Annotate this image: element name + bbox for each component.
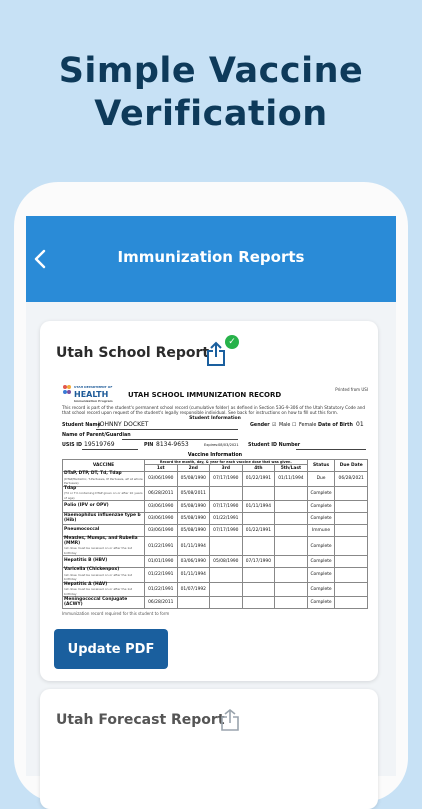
dose-date-cell xyxy=(210,486,243,501)
vaccine-name-text: Tdap xyxy=(64,485,77,491)
dose-date-cell: 05/08/2011 xyxy=(177,486,210,501)
dose-date-cell xyxy=(242,597,275,609)
forecast-share-button[interactable] xyxy=(220,708,240,732)
dose-date-cell: 05/08/1990 xyxy=(177,525,210,537)
vaccine-note: 1st dose must be received on or after the 1st birthday xyxy=(64,572,133,581)
dose-date-cell: 06/28/2011 xyxy=(145,486,178,501)
headline-line-2: Verification xyxy=(94,94,328,134)
dose-date-cell: 03/06/1990 xyxy=(145,513,178,525)
student-id-label: Student ID Number xyxy=(248,443,301,448)
table-row xyxy=(63,513,368,525)
status-cell: Immune xyxy=(307,525,335,537)
dose-date-cell xyxy=(275,525,308,537)
printed-from: Printed from USI xyxy=(335,387,368,392)
status-cell: Complete xyxy=(307,568,335,583)
dose-date-cell: 03/06/1990 xyxy=(145,525,178,537)
dose-date-cell: 03/06/1990 xyxy=(177,556,210,568)
org-line-1: UTAH DEPARTMENT OF xyxy=(74,385,113,389)
col-dose-2: 2nd xyxy=(177,465,210,472)
due-date-cell xyxy=(335,537,368,556)
dose-date-cell: 03/06/1990 xyxy=(145,472,178,487)
dose-date-cell: 01/22/1991 xyxy=(145,582,178,597)
share-icon xyxy=(220,708,240,732)
dose-date-cell xyxy=(210,597,243,609)
dose-date-cell xyxy=(242,486,275,501)
health-logo-text xyxy=(74,384,113,405)
vaccine-note: (DTaP/Pediatric, T-Pertussis, IP Pertussis, aP at whole Pertussis) xyxy=(64,476,143,485)
dose-date-cell: 05/08/1990 xyxy=(177,472,210,487)
vaccine-name-text: Pneumococcal xyxy=(64,527,100,533)
due-date-cell: 06/28/2021 xyxy=(335,472,368,487)
dose-date-cell: 01/07/1992 xyxy=(177,582,210,597)
gender-female-checkbox: ☐ xyxy=(292,423,297,428)
due-date-cell xyxy=(335,525,368,537)
dose-date-cell xyxy=(275,556,308,568)
col-dose-3: 3rd xyxy=(210,465,243,472)
vaccine-note: 1st dose must be received on or after the 1st birthday xyxy=(64,587,133,596)
usis-value: 19519769 xyxy=(84,441,115,448)
dose-date-cell: 07/17/1990 xyxy=(210,472,243,487)
due-date-cell xyxy=(335,486,368,501)
headline xyxy=(0,50,422,136)
vaccine-name xyxy=(63,525,145,537)
dose-date-cell xyxy=(210,537,243,556)
dose-date-cell xyxy=(210,582,243,597)
parent-row xyxy=(60,431,370,441)
dose-date-cell xyxy=(275,486,308,501)
dose-date-cell xyxy=(275,513,308,525)
vaccine-section-label: Vaccine Information xyxy=(187,453,243,458)
due-date-cell xyxy=(335,597,368,609)
vaccine-note: 1st dose must be received on or after the 1st birthday xyxy=(64,546,133,555)
dose-date-cell: 01/22/1991 xyxy=(242,525,275,537)
headline-line-1: Simple Vaccine xyxy=(58,51,364,91)
vaccine-name xyxy=(63,582,145,597)
vaccine-name xyxy=(63,568,145,583)
dose-date-cell xyxy=(275,597,308,609)
vaccine-name xyxy=(63,513,145,525)
vaccine-table xyxy=(62,459,368,609)
dose-date-cell: 06/28/2011 xyxy=(145,597,178,609)
status-cell: Complete xyxy=(307,486,335,501)
usis-line xyxy=(82,449,138,450)
parent-label: Name of Parent/Guardian xyxy=(62,433,131,438)
vaccine-name-text: Hepatitis A (HAV) xyxy=(64,581,108,587)
dose-date-cell: 07/17/1990 xyxy=(210,501,243,513)
vaccine-name-text: Polio (IPV or OPV) xyxy=(64,503,109,509)
parent-line xyxy=(122,439,238,440)
status-cell: Complete xyxy=(307,597,335,609)
vaccine-name xyxy=(63,597,145,609)
dose-date-cell xyxy=(177,597,210,609)
student-section-label: Student Information xyxy=(189,416,241,421)
table-row xyxy=(63,486,368,501)
due-date-cell xyxy=(335,568,368,583)
check-circle-icon: ✓ xyxy=(225,335,239,349)
student-name-value: JOHNNY DOCKET xyxy=(98,421,149,428)
status-cell: Complete xyxy=(307,537,335,556)
dose-date-cell xyxy=(242,537,275,556)
vaccine-name xyxy=(63,501,145,513)
update-pdf-button[interactable]: Update PDF xyxy=(54,629,168,669)
col-vaccine: VACCINE xyxy=(63,460,145,472)
dose-date-cell xyxy=(242,582,275,597)
nav-title: Immunization Reports xyxy=(117,248,305,266)
dose-date-cell: 01/11/1994 xyxy=(177,537,210,556)
school-report-title: Utah School Report xyxy=(56,345,210,361)
record-note: Record the month, day, & year for each vaccine dose that was given. xyxy=(145,460,308,465)
dose-date-cell: 01/22/1991 xyxy=(242,472,275,487)
dose-date-cell: 07/17/1990 xyxy=(210,525,243,537)
org-line-3: Immunization Program xyxy=(74,399,113,403)
table-row xyxy=(63,582,368,597)
student-id-line xyxy=(296,449,366,450)
gender-label: Gender xyxy=(250,423,270,428)
vaccine-note: (Td or Td containing DTaP given on or after 10 years of age) xyxy=(64,491,143,500)
doc-title: UTAH SCHOOL IMMUNIZATION RECORD xyxy=(128,391,282,399)
vaccine-name-text: Meningococcal Conjugate (ACWY) xyxy=(64,597,128,607)
dose-date-cell: 01/11/1994 xyxy=(177,568,210,583)
dose-date-cell: 01/22/1991 xyxy=(210,513,243,525)
table-row xyxy=(63,568,368,583)
dose-date-cell xyxy=(275,501,308,513)
dose-date-cell: 01/22/1991 xyxy=(145,568,178,583)
student-name-row xyxy=(60,421,370,431)
dose-date-cell: 03/06/1990 xyxy=(145,501,178,513)
dose-date-cell xyxy=(242,513,275,525)
dob-label: Date of Birth xyxy=(318,423,353,428)
vaccine-name xyxy=(63,556,145,568)
school-report-card xyxy=(40,321,378,681)
dose-date-cell: 05/08/1990 xyxy=(177,501,210,513)
vaccine-name xyxy=(63,472,145,487)
dose-date-cell xyxy=(275,537,308,556)
status-cell: Complete xyxy=(307,556,335,568)
status-cell: Complete xyxy=(307,501,335,513)
vaccine-name xyxy=(63,537,145,556)
usis-row xyxy=(60,441,370,451)
table-row xyxy=(63,537,368,556)
dob-value: 01 xyxy=(356,421,364,428)
due-date-cell xyxy=(335,501,368,513)
table-row xyxy=(63,501,368,513)
col-status: Status xyxy=(307,460,335,472)
doc-intro: This record is part of the student's permanent school record (cumulative folder) as defined in Section 53G-9-306 of the Utah Statutory Code and that school record upon request of the student's legally responsible individual. See back for instructions on how to fill out this form. xyxy=(62,405,366,415)
health-logo-icon xyxy=(62,384,72,398)
status-cell: Complete xyxy=(307,582,335,597)
col-dose-4: 4th xyxy=(242,465,275,472)
expires-label: Expires: xyxy=(204,443,219,447)
vaccine-name-text: Varicella (Chickenpox) xyxy=(64,567,120,572)
expires-value: 08/03/2021 xyxy=(218,443,239,447)
dose-date-cell: 01/22/1991 xyxy=(145,537,178,556)
gender-male-checkbox: ☑ xyxy=(272,423,277,428)
dose-date-cell: 01/01/1990 xyxy=(145,556,178,568)
dose-date-cell xyxy=(242,568,275,583)
vaccine-name xyxy=(63,486,145,501)
student-name-label: Student Name xyxy=(62,423,101,428)
dose-date-cell: 01/11/1994 xyxy=(242,501,275,513)
due-date-cell xyxy=(335,556,368,568)
student-name-line xyxy=(96,429,238,430)
vaccine-name-text: Measles, Mumps, and Rubella (MMR) xyxy=(64,536,138,546)
gender-male-label: Male xyxy=(279,423,291,428)
vaccine-name-text: DTaP, DTP, DT, Td, Tdap xyxy=(64,471,122,476)
doc-footnote: Immunization record required for this student to form xyxy=(62,611,170,616)
school-report-preview[interactable] xyxy=(60,381,370,616)
dose-date-cell: 01/11/1994 xyxy=(275,472,308,487)
dose-date-cell: 05/08/1990 xyxy=(210,556,243,568)
status-cell: Complete xyxy=(307,513,335,525)
forecast-report-card xyxy=(40,689,378,809)
table-row xyxy=(63,556,368,568)
org-line-2: HEALTH xyxy=(74,390,109,399)
table-row xyxy=(63,525,368,537)
nav-bar xyxy=(26,216,396,302)
due-date-cell xyxy=(335,513,368,525)
app-screen xyxy=(26,216,396,776)
col-dose-1: 1st xyxy=(145,465,178,472)
forecast-report-title: Utah Forecast Report xyxy=(56,712,225,728)
dose-date-cell xyxy=(275,568,308,583)
col-due-date: Due Date xyxy=(335,460,368,472)
gender-female-label: Female xyxy=(299,423,317,428)
usis-label: USIS ID xyxy=(62,443,83,448)
dose-date-cell xyxy=(275,582,308,597)
pin-label: PIN xyxy=(144,443,154,448)
vaccine-name-text: Hepatitis B (HBV) xyxy=(64,558,108,564)
dose-date-cell: 07/17/1990 xyxy=(242,556,275,568)
doc-header xyxy=(60,381,370,403)
table-row xyxy=(63,597,368,609)
vaccine-name-text: Haemophilus influenzae type b (Hib) xyxy=(64,513,141,523)
due-date-cell xyxy=(335,582,368,597)
col-dose-5: 5th/Last xyxy=(275,465,308,472)
table-row xyxy=(63,472,368,487)
table-header-note-row xyxy=(63,460,368,465)
status-cell: Due xyxy=(307,472,335,487)
dose-date-cell xyxy=(210,568,243,583)
pin-value: 8134-9653 xyxy=(156,441,189,448)
dose-date-cell: 05/08/1990 xyxy=(177,513,210,525)
